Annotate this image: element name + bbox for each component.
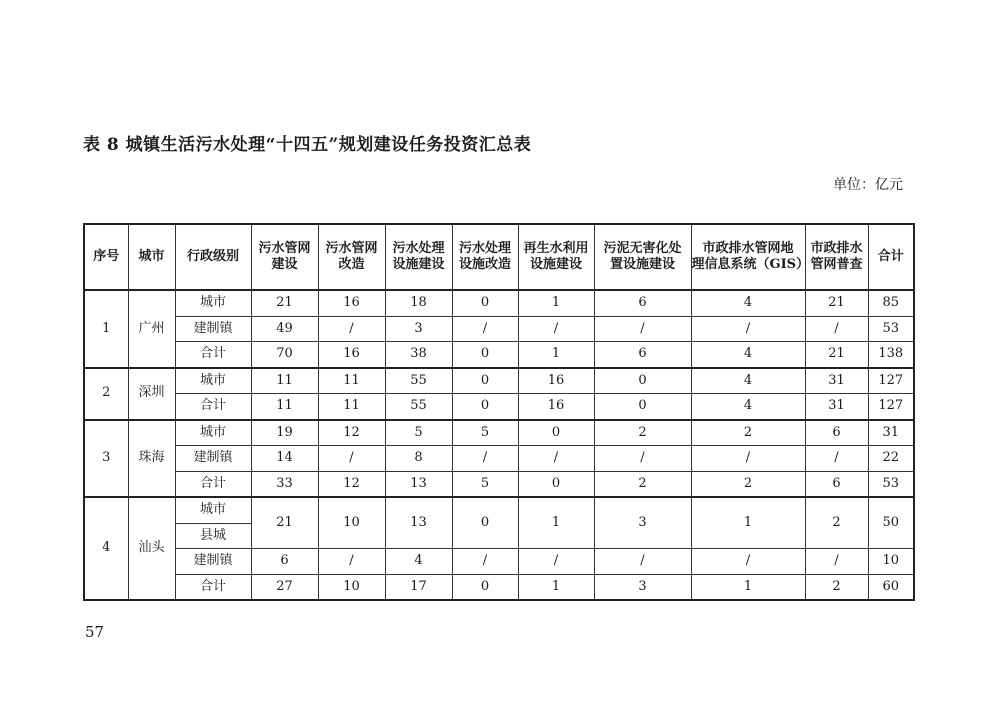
value-cell: / [518, 316, 594, 342]
value-cell: 53 [868, 316, 914, 342]
level-cell: 建制镇 [175, 549, 251, 575]
column-header [868, 224, 914, 290]
value-cell: 6 [594, 342, 691, 368]
column-header-line: 污水处理 [392, 240, 445, 256]
value-cell: / [805, 446, 868, 472]
column-header-line: 设施建设 [392, 257, 445, 272]
value-cell: 0 [518, 420, 594, 446]
column-header-line: 理信息系统（GIS） [691, 257, 810, 272]
column-header-line: 市政排水 [810, 240, 863, 256]
value-cell: 0 [452, 342, 518, 368]
value-cell: 12 [318, 420, 385, 446]
column-header [452, 224, 518, 290]
column-header-line: 污水管网 [325, 240, 378, 256]
city-cell: 珠海 [128, 420, 175, 498]
value-cell: 0 [452, 497, 518, 549]
table-row [84, 342, 914, 368]
value-cell: 1 [518, 574, 594, 600]
value-cell: / [805, 549, 868, 575]
value-cell: 14 [251, 446, 318, 472]
value-cell: 33 [251, 471, 318, 497]
column-header-line: 改造 [338, 257, 365, 272]
value-cell: / [805, 316, 868, 342]
level-cell: 建制镇 [175, 446, 251, 472]
value-cell: 127 [868, 394, 914, 420]
column-header-line: 市政排水管网地 [702, 240, 794, 256]
value-cell: 4 [691, 368, 805, 394]
value-cell: 0 [452, 290, 518, 316]
value-cell: 0 [452, 574, 518, 600]
value-cell: 22 [868, 446, 914, 472]
value-cell: 2 [594, 420, 691, 446]
value-cell: 27 [251, 574, 318, 600]
value-cell: 5 [385, 420, 452, 446]
level-cell: 建制镇 [175, 316, 251, 342]
column-header [805, 224, 868, 290]
value-cell: / [318, 549, 385, 575]
level-cell: 城市 [175, 290, 251, 316]
value-cell: 0 [594, 394, 691, 420]
value-cell: 1 [518, 497, 594, 549]
value-cell: / [594, 549, 691, 575]
column-header-line: 设施建设 [529, 257, 582, 272]
row-number-cell: 4 [84, 497, 128, 600]
value-cell: 53 [868, 471, 914, 497]
column-header-line: 污水管网 [258, 240, 311, 256]
value-cell: 4 [385, 549, 452, 575]
value-cell: 1 [518, 342, 594, 368]
column-header-line: 再生水利用 [523, 240, 589, 256]
value-cell: 11 [251, 394, 318, 420]
value-cell: 6 [805, 420, 868, 446]
value-cell: 6 [594, 290, 691, 316]
table-row [84, 394, 914, 420]
column-header-line: 设施改造 [458, 257, 511, 272]
table-row [84, 368, 914, 394]
value-cell: 0 [518, 471, 594, 497]
value-cell: 1 [691, 497, 805, 549]
value-cell: / [691, 316, 805, 342]
value-cell: 70 [251, 342, 318, 368]
value-cell: / [318, 446, 385, 472]
table-row [84, 497, 914, 523]
table-row [84, 446, 914, 472]
value-cell: / [452, 316, 518, 342]
value-cell: 13 [385, 497, 452, 549]
value-cell: 10 [868, 549, 914, 575]
row-number-cell: 1 [84, 290, 128, 368]
level-cell: 合计 [175, 471, 251, 497]
value-cell: 4 [691, 342, 805, 368]
value-cell: 31 [868, 420, 914, 446]
page-number: 57 [85, 623, 105, 641]
table-row [84, 420, 914, 446]
value-cell: / [594, 316, 691, 342]
table-body [84, 290, 914, 600]
table-row [84, 316, 914, 342]
value-cell: 18 [385, 290, 452, 316]
level-cell: 合计 [175, 342, 251, 368]
value-cell: 2 [805, 497, 868, 549]
value-cell: / [318, 316, 385, 342]
value-cell: 21 [805, 290, 868, 316]
column-header [318, 224, 385, 290]
value-cell: / [691, 446, 805, 472]
value-cell: / [691, 549, 805, 575]
value-cell: 31 [805, 394, 868, 420]
column-header [594, 224, 691, 290]
value-cell: 60 [868, 574, 914, 600]
value-cell: 2 [594, 471, 691, 497]
level-cell: 县城 [175, 523, 251, 549]
level-cell: 城市 [175, 420, 251, 446]
value-cell: 11 [318, 368, 385, 394]
city-cell: 广州 [128, 290, 175, 368]
value-cell: 16 [318, 342, 385, 368]
value-cell: 2 [691, 420, 805, 446]
value-cell: 11 [251, 368, 318, 394]
column-header [128, 224, 175, 290]
column-header-line: 合计 [877, 248, 904, 264]
column-header-line: 污泥无害化处 [603, 240, 682, 256]
value-cell: 2 [691, 471, 805, 497]
value-cell: 11 [318, 394, 385, 420]
value-cell: 1 [691, 574, 805, 600]
value-cell: 38 [385, 342, 452, 368]
value-cell: 3 [594, 497, 691, 549]
value-cell: 2 [805, 574, 868, 600]
value-cell: 0 [452, 368, 518, 394]
value-cell: 3 [594, 574, 691, 600]
value-cell: 0 [594, 368, 691, 394]
column-header [175, 224, 251, 290]
value-cell: 16 [518, 394, 594, 420]
value-cell: 55 [385, 394, 452, 420]
value-cell: 5 [452, 420, 518, 446]
column-header-line: 序号 [93, 248, 120, 264]
value-cell: 10 [318, 497, 385, 549]
value-cell: 19 [251, 420, 318, 446]
value-cell: 50 [868, 497, 914, 549]
value-cell: 12 [318, 471, 385, 497]
column-header-line: 污水处理 [458, 240, 511, 256]
column-header-line: 管网普查 [810, 257, 863, 272]
table-row [84, 549, 914, 575]
value-cell: 6 [251, 549, 318, 575]
table-title: 表 8 城镇生活污水处理“十四五”规划建设任务投资汇总表 [83, 135, 532, 155]
column-header [691, 224, 810, 290]
city-cell: 汕头 [128, 497, 175, 600]
level-cell: 合计 [175, 394, 251, 420]
value-cell: 138 [868, 342, 914, 368]
value-cell: 17 [385, 574, 452, 600]
row-number-cell: 3 [84, 420, 128, 498]
column-header [251, 224, 318, 290]
level-cell: 城市 [175, 368, 251, 394]
value-cell: 16 [518, 368, 594, 394]
value-cell: 5 [452, 471, 518, 497]
column-header [84, 224, 128, 290]
column-header-line: 建设 [271, 257, 298, 272]
table-row [84, 574, 914, 600]
unit-label: 单位：亿元 [833, 177, 903, 193]
value-cell: 13 [385, 471, 452, 497]
value-cell: 85 [868, 290, 914, 316]
header-row [84, 224, 914, 290]
level-cell: 城市 [175, 497, 251, 523]
value-cell: 8 [385, 446, 452, 472]
value-cell: 10 [318, 574, 385, 600]
value-cell: 21 [251, 290, 318, 316]
value-cell: 16 [318, 290, 385, 316]
column-header-line: 城市 [138, 248, 165, 264]
level-cell: 合计 [175, 574, 251, 600]
value-cell: / [518, 446, 594, 472]
investment-summary-table [83, 223, 915, 601]
value-cell: 55 [385, 368, 452, 394]
value-cell: 21 [251, 497, 318, 549]
column-header-line: 置设施建设 [609, 257, 675, 272]
column-header [385, 224, 452, 290]
value-cell: 3 [385, 316, 452, 342]
value-cell: 4 [691, 290, 805, 316]
value-cell: / [594, 446, 691, 472]
city-cell: 深圳 [128, 368, 175, 420]
column-header-line: 行政级别 [186, 248, 239, 264]
value-cell: / [452, 446, 518, 472]
value-cell: / [452, 549, 518, 575]
value-cell: 0 [452, 394, 518, 420]
value-cell: 21 [805, 342, 868, 368]
row-number-cell: 2 [84, 368, 128, 420]
value-cell: 31 [805, 368, 868, 394]
value-cell: / [518, 549, 594, 575]
value-cell: 49 [251, 316, 318, 342]
value-cell: 6 [805, 471, 868, 497]
table-row [84, 471, 914, 497]
value-cell: 127 [868, 368, 914, 394]
table-row [84, 290, 914, 316]
value-cell: 4 [691, 394, 805, 420]
value-cell: 1 [518, 290, 594, 316]
column-header [518, 224, 594, 290]
